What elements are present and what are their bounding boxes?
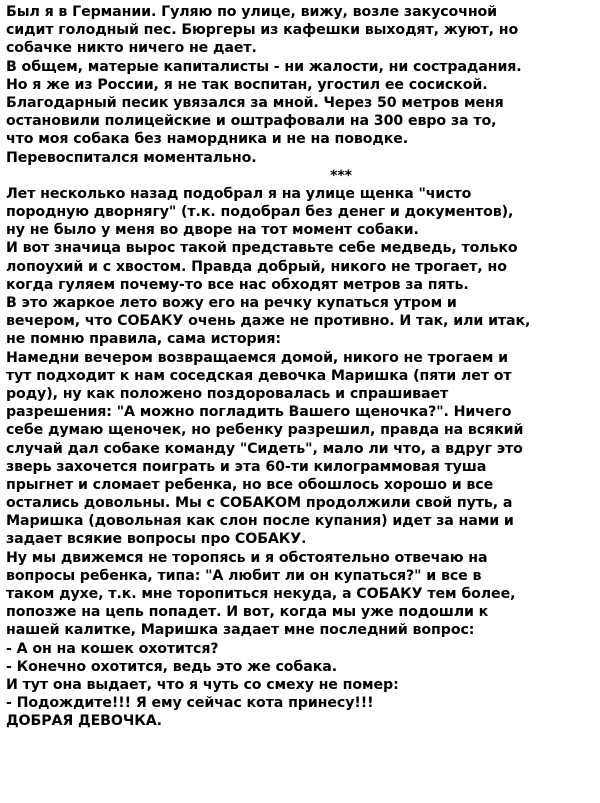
text-line: когда гуляем почему-то все нас обходят метров за пять.	[6, 276, 469, 293]
text-line: остановили полицейские и оштрафовали на 300 евро за то,	[6, 113, 497, 130]
text-line: нашей калитке, Маришка задает мне последний вопрос:	[6, 622, 475, 639]
text-line: ДОБРАЯ ДЕВОЧКА.	[6, 713, 162, 730]
text-line: таком духе, т.к. мне торопиться некуда, а СОБАКУ тем более,	[6, 586, 516, 602]
text-line: что моя собака без намордника и не на поводке.	[6, 131, 409, 148]
text-line: Но я же из России, я не так воспитан, угостил ее сосиской.	[6, 76, 488, 93]
story-separator: ***	[330, 167, 352, 184]
text-line: зверь захочется поиграть и эта 60-ти килограммовая туша	[6, 458, 487, 475]
text-line: задает всякие вопросы про СОБАКУ.	[6, 531, 307, 548]
text-line: сидит голодный пес. Бюргеры из кафешки выходят, жуют, но	[6, 22, 519, 39]
text-line: - Конечно охотится, ведь это же собака.	[6, 658, 338, 675]
text-line: Ну мы движемся не торопясь и я обстоятельно отвечаю на	[6, 549, 488, 566]
text-line: Благодарный песик увязался за мной. Через 50 метров меня	[6, 94, 504, 111]
text-line: прыгнет и сломает ребенка, но все обошлось хорошо и все	[6, 476, 494, 493]
joke-page	[0, 3, 600, 803]
text-line: не помню правила, сама история:	[6, 331, 281, 348]
text-line: вечером, что СОБАКУ очень даже не противно. И так, или итак,	[6, 313, 531, 330]
story-dog-and-girl	[6, 185, 596, 731]
text-line: тут подходит к нам соседская девочка Маришка (пяти лет от	[6, 367, 512, 384]
text-line: собачке никто ничего не дает.	[6, 40, 257, 57]
text-line: породную дворнягу" (т.к. подобрал без денег и документов),	[6, 204, 514, 221]
text-line: Намедни вечером возвращаемся домой, никого не трогаем и	[6, 349, 508, 366]
text-line: вопросы ребенка, типа: "А любит ли он купаться?" и все в	[6, 567, 482, 584]
text-line: попозже на цепь попадет. И вот, когда мы уже подошли к	[6, 604, 489, 621]
text-line: - А он на кошек охотится?	[6, 640, 219, 657]
story-germany	[6, 3, 596, 167]
text-line: случай дал собаке команду "Сидеть", мало ли что, а вдруг это	[6, 440, 523, 457]
text-line: В общем, матерые капиталисты - ни жалости, ни сострадания.	[6, 58, 522, 75]
text-line: И тут она выдает, что я чуть со смеху не помер:	[6, 676, 399, 693]
text-line: И вот значица вырос такой представьте себе медведь, только	[6, 240, 518, 257]
text-line: - Подождите!!! Я ему сейчас кота принесу!!!	[6, 695, 374, 712]
text-line: Был я в Германии. Гуляю по улице, вижу, возле закусочной	[6, 4, 498, 20]
text-line: ну не было у меня во дворе на тот момент собаки.	[6, 222, 419, 239]
text-line: лопоухий и с хвостом. Правда добрый, никого не трогает, но	[6, 258, 507, 275]
text-line: разрешения: "А можно погладить Вашего щеночка?". Ничего	[6, 404, 512, 421]
text-line: В это жаркое лето вожу его на речку купаться утром и	[6, 295, 457, 311]
text-line: Маришка (довольная как слон после купания) идет за нами и	[6, 513, 514, 530]
text-line: себе думаю щеночек, но ребенку разрешил, правда на всякий	[6, 422, 524, 439]
text-line: Лет несколько назад подобрал я на улице щенка "чисто	[6, 185, 472, 202]
text-line: Перевоспитался моментально.	[6, 149, 257, 166]
text-line: роду), ну как положено поздоровалась и спрашивает	[6, 385, 449, 402]
text-line: остались довольны. Мы с СОБАКОМ продолжили свой путь, а	[6, 495, 513, 512]
